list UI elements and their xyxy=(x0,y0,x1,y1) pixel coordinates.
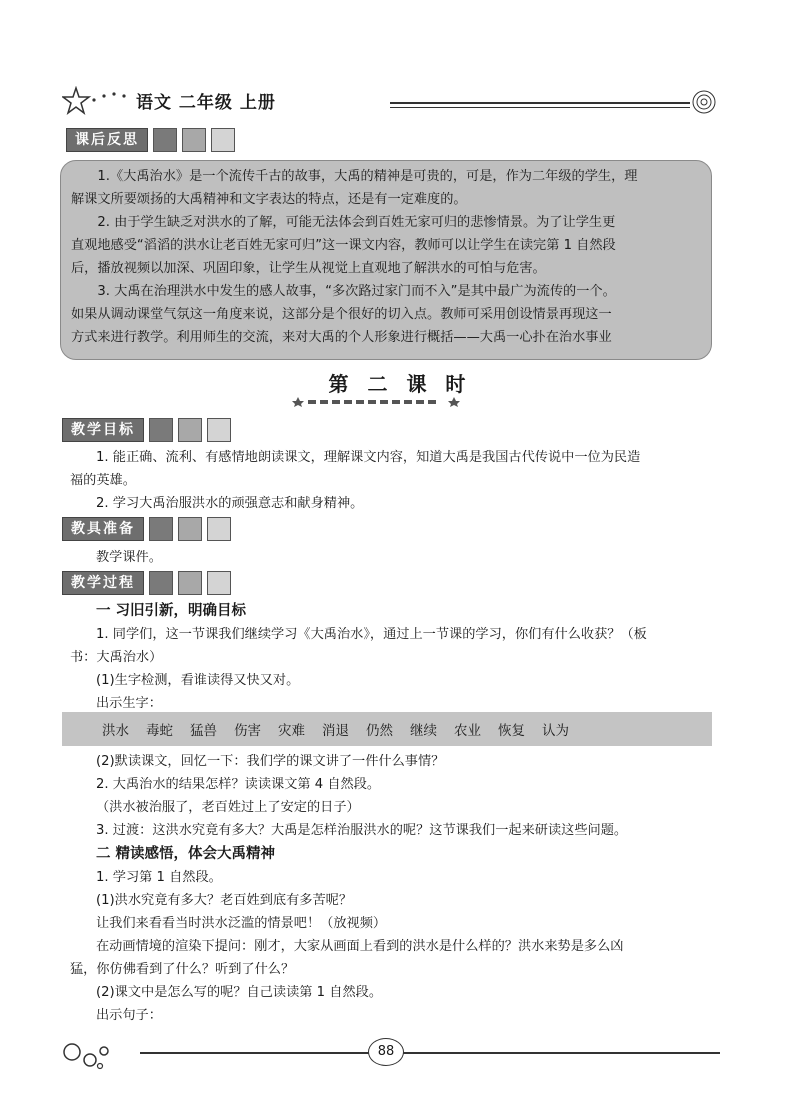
tools-line: 教学课件。 xyxy=(96,550,162,565)
character-word: 毒蛇 xyxy=(146,723,173,739)
header-rule-thin xyxy=(390,107,690,108)
process-line: （洪水被治服了，老百姓过上了安定的日子） xyxy=(96,800,360,815)
section-label-text: 教学过程 xyxy=(62,571,144,595)
part2-heading: 二 精读感悟，体会大禹精神 xyxy=(96,846,276,862)
process-line: 出示句子： xyxy=(96,1008,162,1023)
process-line: 1. 同学们，这一节课我们继续学习《大禹治水》，通过上一节课的学习，你们有什么收获？（板 xyxy=(96,627,647,642)
character-word: 猛兽 xyxy=(190,723,217,739)
label-square xyxy=(178,517,202,541)
label-square xyxy=(211,128,235,152)
reflection-line: 解课文所要颂扬的大禹精神和文字表达的特点，还是有一定难度的。 xyxy=(71,192,467,207)
section-label-text: 课后反思 xyxy=(66,128,148,152)
reflection-line: 如果从调动课堂气氛这一角度来说，这部分是个很好的切入点。教师可采用创设情景再现这一 xyxy=(71,307,612,322)
lesson-title: 第 二 课 时 xyxy=(328,372,472,396)
goal-line: 福的英雄。 xyxy=(70,473,136,488)
new-characters-bar xyxy=(62,712,712,746)
reflection-line: 1.《大禹治水》是一个流传千古的故事，大禹的精神是可贵的，可是，作为二年级的学生，理 xyxy=(97,169,638,184)
label-square xyxy=(149,418,173,442)
character-word: 消退 xyxy=(322,723,349,739)
section-label-reflection xyxy=(66,128,235,152)
process-part2 xyxy=(70,842,720,1027)
character-word: 恢复 xyxy=(498,723,525,739)
label-square xyxy=(207,418,231,442)
star-icon xyxy=(62,86,132,116)
process-line: 3. 过渡：这洪水究竟有多大？大禹是怎样治服洪水的呢？这节课我们一起来研读这些问题。 xyxy=(96,823,628,838)
reflection-line: 方式来进行教学。利用师生的交流，来对大禹的个人形象进行概括——大禹一心扑在治水事业 xyxy=(71,330,612,345)
reflection-box xyxy=(60,160,712,360)
part1-heading: 一 习旧引新，明确目标 xyxy=(96,603,247,619)
goal-line: 1. 能正确、流利、有感情地朗读课文，理解课文内容，知道大禹是我国古代传说中一位为民造 xyxy=(96,450,641,465)
section-label-process xyxy=(62,571,231,595)
process-line: 1. 学习第 1 自然段。 xyxy=(96,870,222,885)
process-part1-after xyxy=(70,750,720,842)
label-square xyxy=(178,418,202,442)
footer-rule xyxy=(140,1052,720,1054)
process-line: 猛，你仿佛看到了什么？听到了什么？ xyxy=(70,962,295,977)
reflection-line: 后，播放视频以加深、巩固印象，让学生从视觉上直观地了解洪水的可怕与危害。 xyxy=(71,261,546,276)
section-label-text: 教学目标 xyxy=(62,418,144,442)
label-square xyxy=(178,571,202,595)
process-part1 xyxy=(70,599,720,715)
character-word: 农业 xyxy=(454,723,481,739)
page-header xyxy=(60,78,720,118)
goals-text xyxy=(70,446,720,515)
section-label-goals xyxy=(62,418,231,442)
spiral-icon xyxy=(690,88,718,116)
label-square xyxy=(149,517,173,541)
tools-text xyxy=(70,546,720,569)
label-square xyxy=(207,517,231,541)
label-square xyxy=(182,128,206,152)
section-label-tools xyxy=(62,517,231,541)
section-label-text: 教具准备 xyxy=(62,517,144,541)
process-line: (2)默读课文，回忆一下：我们学的课文讲了一件什么事情？ xyxy=(96,754,445,769)
reflection-line: 3. 大禹在治理洪水中发生的感人故事，“多次路过家门而不入”是其中最广为流传的一个。 xyxy=(97,284,616,299)
character-word: 认为 xyxy=(542,723,569,739)
process-line: 书：大禹治水） xyxy=(70,650,163,665)
page-number: 88 xyxy=(368,1038,404,1066)
title-underline-icon xyxy=(292,396,462,408)
header-rule xyxy=(390,102,690,104)
process-line: (1)生字检测，看谁读得又快又对。 xyxy=(96,673,300,688)
character-word: 继续 xyxy=(410,723,437,739)
circles-decoration-icon xyxy=(60,1038,140,1072)
character-word: 洪水 xyxy=(102,723,129,739)
process-line: 2. 大禹治水的结果怎样？读读课文第 4 自然段。 xyxy=(96,777,381,792)
book-title: 语文 二年级 上册 xyxy=(136,93,276,113)
process-line: (1)洪水究竟有多大？老百姓到底有多苦呢？ xyxy=(96,893,353,908)
label-square xyxy=(153,128,177,152)
page-footer xyxy=(60,1036,720,1076)
reflection-line: 2. 由于学生缺乏对洪水的了解，可能无法体会到百姓无家可归的悲惨情景。为了让学生更 xyxy=(97,215,616,230)
process-line: 出示生字： xyxy=(96,696,162,711)
goal-line: 2. 学习大禹治服洪水的顽强意志和献身精神。 xyxy=(96,496,364,511)
label-square xyxy=(207,571,231,595)
character-word: 灾难 xyxy=(278,723,305,739)
reflection-line: 直观地感受“滔滔的洪水让老百姓无家可归”这一课文内容，教师可以让学生在读完第 1 自然段 xyxy=(71,238,616,253)
process-line: 在动画情境的渲染下提问：刚才，大家从画面上看到的洪水是什么样的？洪水来势是多么凶 xyxy=(96,939,624,954)
process-line: 让我们来看看当时洪水泛滥的情景吧！（放视频） xyxy=(96,916,387,931)
character-word: 仍然 xyxy=(366,723,393,739)
character-word: 伤害 xyxy=(234,723,261,739)
process-line: (2)课文中是怎么写的呢？自己读读第 1 自然段。 xyxy=(96,985,383,1000)
label-square xyxy=(149,571,173,595)
